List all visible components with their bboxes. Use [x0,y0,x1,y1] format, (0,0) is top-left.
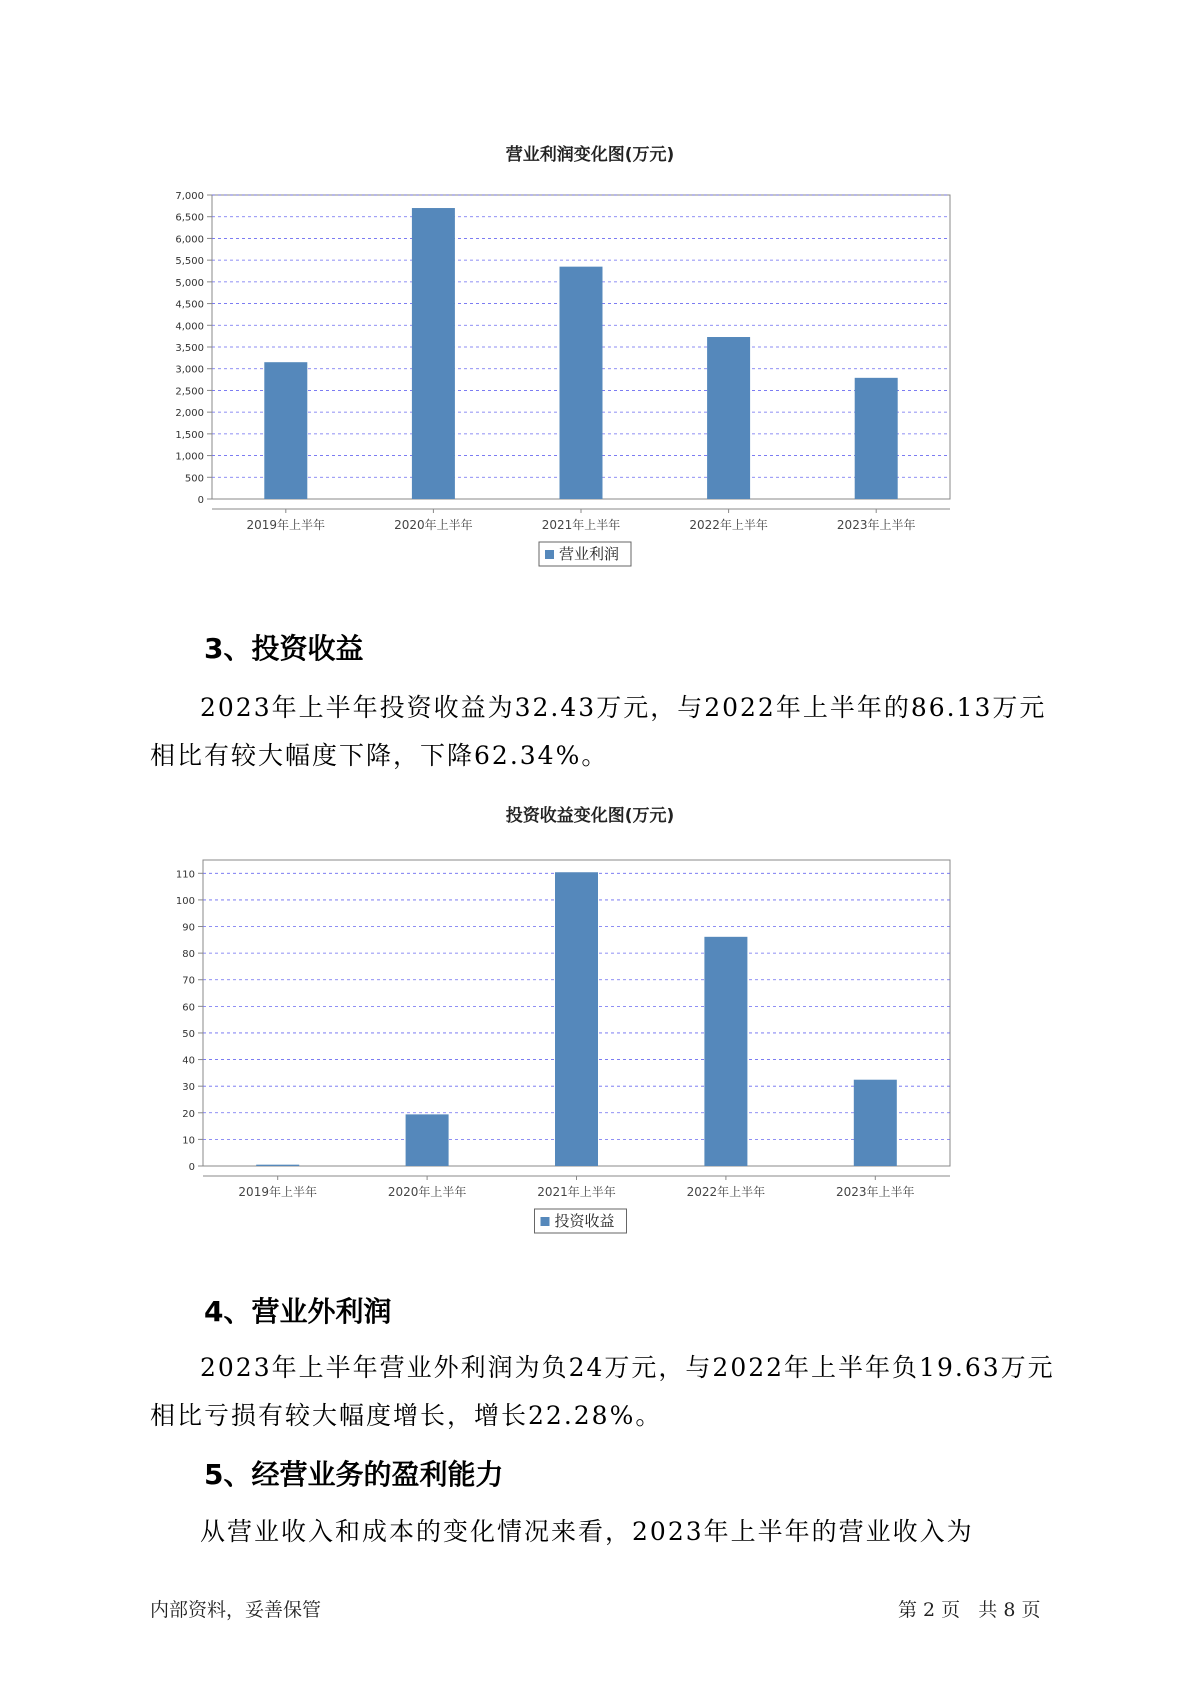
y-tick-label: 0 [188,1162,195,1173]
y-tick-label: 3,500 [175,343,204,354]
legend-swatch [541,1217,550,1226]
section-4-heading: 4、营业外利润 [204,1295,392,1328]
y-tick-label: 90 [182,922,195,934]
y-tick-label: 500 [184,473,204,485]
section-3-paragraph: 2023年上半年投资收益为32.43万元，与2022年上半年的86.13万元相比有较大幅度下降，下降62.34%。 [150,693,1047,770]
x-tick-label: 2019年上半年 [246,518,326,532]
bar [555,872,598,1166]
footer-left: 内部资料，妥善保管 [150,1599,322,1621]
section-5-paragraph: 从营业收入和成本的变化情况来看，2023年上半年的营业收入为 [200,1517,974,1546]
y-tick-label: 20 [182,1108,195,1120]
investment-income-chart-svg [150,832,1030,1272]
y-tick-label: 5,000 [175,277,204,289]
y-tick-label: 6,500 [175,212,204,224]
legend-label: 投资收益 [554,1212,615,1230]
bar [707,337,750,499]
y-tick-label: 110 [175,869,195,881]
y-tick-label: 10 [182,1135,195,1147]
operating-profit-chart [150,140,1030,615]
x-tick-label: 2019年上半年 [238,1185,317,1199]
y-tick-label: 1,000 [175,451,204,463]
x-tick-label: 2023年上半年 [836,1185,915,1199]
x-tick-label: 2023年上半年 [836,518,916,532]
bar [412,208,455,499]
x-tick-label: 2021年上半年 [537,1185,616,1199]
y-tick-label: 3,000 [175,364,204,376]
y-tick-label: 2,000 [175,408,204,420]
y-tick-label: 30 [182,1082,195,1094]
chart-title: 营业利润变化图(万元) [505,145,675,165]
x-tick-label: 2022年上半年 [689,518,768,532]
operating-profit-chart-svg [150,171,1030,611]
y-tick-label: 0 [197,495,204,506]
x-tick-label: 2021年上半年 [541,518,621,532]
y-tick-label: 80 [182,949,195,961]
chart-title: 投资收益变化图(万元) [505,806,675,826]
bar [560,267,603,499]
y-tick-label: 50 [182,1028,195,1040]
section-5-heading: 5、经营业务的盈利能力 [204,1458,504,1491]
x-tick-label: 2022年上半年 [686,1185,766,1199]
section-4-paragraph: 2023年上半年营业外利润为负24万元，与2022年上半年负19.63万元相比亏损有较大幅度增长，增长22.28%。 [150,1353,1055,1430]
footer-page-number: 第 2 页 共 8 页 [898,1599,1041,1621]
bar [264,362,307,499]
y-tick-label: 70 [182,975,195,987]
legend [539,542,631,566]
y-tick-label: 1,500 [175,429,204,441]
bar [256,1165,299,1166]
bar [855,378,898,499]
y-tick-label: 100 [175,895,195,907]
legend-swatch [545,550,554,559]
bar [854,1080,897,1166]
x-tick-label: 2020年上半年 [394,518,473,532]
section-3-heading: 3、投资收益 [204,632,364,665]
legend-label: 营业利润 [559,545,620,563]
y-tick-label: 40 [182,1055,195,1067]
x-tick-label: 2020年上半年 [387,1185,467,1199]
bar [704,937,747,1166]
y-tick-label: 2,500 [175,386,204,398]
y-tick-label: 7,000 [175,191,204,202]
y-tick-label: 4,500 [175,299,204,311]
y-tick-label: 60 [182,1002,195,1014]
y-tick-label: 5,500 [175,256,204,268]
y-tick-label: 4,000 [175,321,204,333]
bar [406,1114,449,1166]
y-tick-label: 6,000 [175,234,204,246]
investment-income-chart [150,801,1030,1276]
legend [535,1209,627,1233]
